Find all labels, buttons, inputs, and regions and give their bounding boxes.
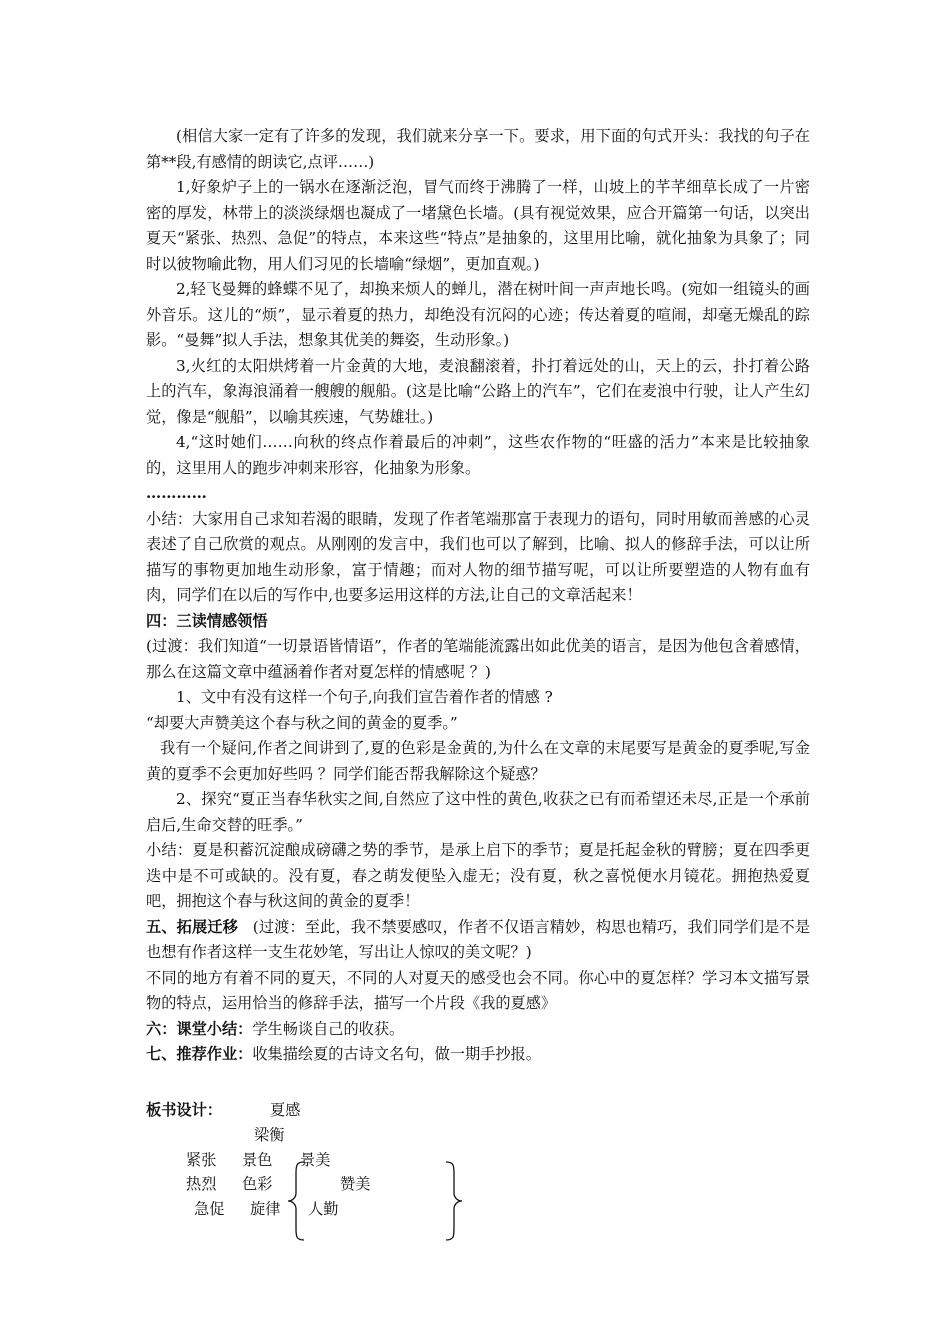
board-col1-item: 热烈 bbox=[186, 1175, 217, 1193]
board-col2-item: 景色 bbox=[242, 1151, 273, 1169]
section-5-transition: (过渡：至此，我不禁要感叹，作者不仅语言精妙，构思也精巧，我们同学们是不是也想有作者这样一支生花妙笔，写出让人惊叹的美文呢？) bbox=[146, 917, 811, 961]
example-2: 2,轻飞曼舞的蜂蝶不见了，却换来烦人的蝉儿，潜在树叶间一声声地长鸣。(宛如一组镜头的画外音乐。这儿的“烦”，显示着夏的热力，却绝没有沉闷的心迹；传达着夏的喧闹，却毫无燥乱的踪影。“曼舞”拟人手法，想象其优美的舞姿，生动形象。) bbox=[146, 280, 810, 349]
example-4: 4,“这时她们……向秋的终点作着最后的冲刺”，这些农作物的“旺盛的活力”本来是比较抽象的，这里用人的跑步冲刺来形容，化抽象为形象。 bbox=[146, 433, 810, 477]
summary-1: 小结：大家用自己求知若渴的眼睛，发现了作者笔端那富于表现力的语句，同时用敏而善感的心灵表述了自己欣赏的观点。从刚刚的发言中，我们也可以了解到，比喻、拟人的修辞手法，可以让所描写的事物更加地生动形象，富于情趣；而对人物的细节描写呢，可以让所要塑造的人物有血有肉，同学们在以后的写作中,也要多运用这样的方法,让自己的文章活起来！ bbox=[146, 509, 810, 604]
section-7-heading: 七、推荐作业： bbox=[146, 1045, 253, 1063]
board-col2-item: 色彩 bbox=[242, 1175, 273, 1193]
left-brace-icon bbox=[286, 1160, 308, 1242]
section-4-doubt: 我有一个疑问,作者之间讲到了,夏的色彩是金黄的,为什么在文章的末尾要写是黄金的夏季呢,写金黄的夏季不会更加好些吗 ？同学们能否帮我解除这个疑惑？ bbox=[146, 739, 810, 783]
section-4-heading: 四：三读情感领悟 bbox=[146, 611, 268, 630]
example-3: 3,火红的太阳烘烤着一片金黄的大地，麦浪翻滚着，扑打着远处的山，天上的云，扑打着公路上的汽车，象海浪涌着一艘艘的舰船。(这是比喻“公路上的汽车”，它们在麦浪中行驶，让人产生幻觉，像是“舰船”，以喻其疾速，气势雄壮。) bbox=[146, 356, 810, 426]
board-col2-item: 旋律 bbox=[250, 1200, 281, 1218]
section-5-heading: 五、拓展迁移 bbox=[146, 917, 238, 936]
board-col3-item: 景美 bbox=[300, 1151, 331, 1169]
section-6-heading: 六：课堂小结： bbox=[146, 1019, 253, 1038]
ellipsis: ………… bbox=[146, 484, 207, 502]
section-7 bbox=[146, 1042, 810, 1068]
board-col3-item: 赞美 bbox=[340, 1175, 371, 1193]
section-7-text: 收集描绘夏的古诗文名句，做一期手抄报。 bbox=[252, 1045, 541, 1063]
section-6-text: 学生畅谈自己的收获。 bbox=[252, 1019, 405, 1038]
board-col3-item: 人勤 bbox=[308, 1200, 339, 1218]
section-5 bbox=[146, 915, 810, 966]
section-5-task: 不同的地方有着不同的夏天，不同的人对夏天的感受也会不同。你心中的夏怎样？学习本文描写景物的特点，运用恰当的修辞手法，描写一个片段《我的夏感》 bbox=[146, 968, 810, 1012]
board-col1-item: 急促 bbox=[194, 1200, 225, 1218]
intro-paragraph: (相信大家一定有了许多的发现，我们就来分享一下。要求，用下面的句式开头：我找的句子在第**段,有感情的朗读它,点评……) bbox=[146, 127, 810, 171]
section-4-transition: (过渡：我们知道“一切景语皆情语”，作者的笔端能流露出如此优美的语言，是因为他包含着感情，那么在这篇文章中蕴涵着作者对夏怎样的情感呢 ？) bbox=[146, 637, 810, 681]
summary-2: 小结：夏是积蓄沉淀酿成磅礴之势的季节，是承上启下的季节；夏是托起金秋的臂膀；夏在四季更迭中是不可或缺的。没有夏，春之萌发便坠入虚无；没有夏，秋之喜悦便水月镜花。拥抱热爱夏吧，拥抱这个春与秋这间的黄金的夏季！ bbox=[146, 841, 810, 910]
right-brace-icon bbox=[442, 1160, 464, 1242]
board-col1-item: 紧张 bbox=[186, 1151, 217, 1169]
board-author: 梁衡 bbox=[254, 1126, 285, 1144]
document-body bbox=[146, 124, 810, 1068]
example-1: 1,好象炉子上的一锅水在逐渐泛泡，冒气而终于沸腾了一样，山坡上的芊芊细草长成了一片密密的厚发，林带上的淡淡绿烟也凝成了一堵黛色长墙。(具有视觉效果，应合开篇第一句话，以突出夏天“紧张、热烈、急促”的特点，本来这些“特点”是抽象的，这里用比喻，就化抽象为具象了；同时以彼物喻此物，用人们习见的长墙喻“绿烟”，更加直观。) bbox=[146, 178, 810, 273]
section-4-question-2: 2、探究“夏正当春华秋实之间,自然应了这中性的黄色,收获之已有而希望还未尽,正是一个承前启后,生命交替的旺季。” bbox=[146, 790, 810, 834]
section-6 bbox=[146, 1017, 810, 1043]
board-title: 夏感 bbox=[270, 1101, 301, 1119]
section-4-question-1: 1、文中有没有这样一个句子,向我们宣告着作者的情感 ? bbox=[176, 688, 553, 706]
section-4-quote: “却要大声赞美这个春与秋之间的黄金的夏季。” bbox=[146, 713, 458, 732]
board-label: 板书设计： bbox=[146, 1101, 222, 1119]
